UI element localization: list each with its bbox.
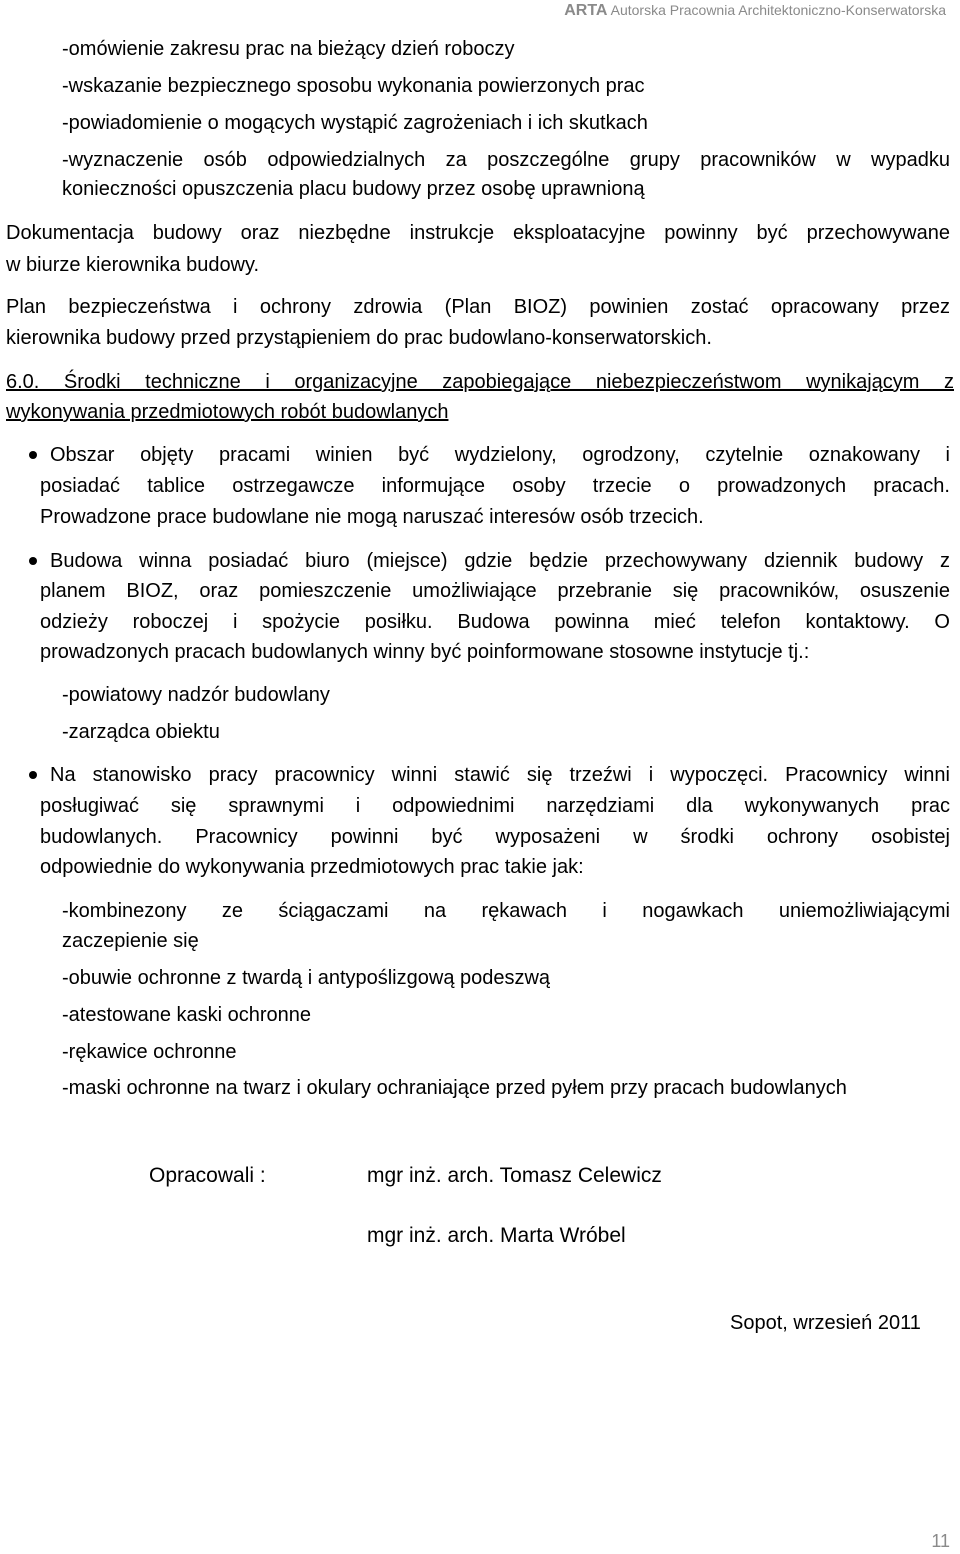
list-item: -obuwie ochronne z twardą i antypoślizgową podeszwą <box>62 967 551 989</box>
list-item: -powiatowy nadzór budowlany <box>62 684 330 706</box>
header-subtitle: Autorska Pracownia Architektoniczno-Konserwatorska <box>610 2 946 18</box>
bullet1-line3: Prowadzone prace budowlane nie mogą naruszać interesów osób trzecich. <box>40 506 704 528</box>
list-item-continuation: konieczności opuszczenia placu budowy przez osobę uprawnioną <box>62 178 645 200</box>
paragraph-bioz-line2: kierownika budowy przed przystąpieniem do prac budowlano-konserwatorskich. <box>6 327 712 349</box>
list-item: -powiadomienie o mogących wystąpić zagrożeniach i ich skutkach <box>62 112 648 134</box>
list-item: -wyznaczenie osób odpowiedzialnych za poszczególne grupy pracowników w wypadku <box>62 149 950 171</box>
bullet-dot <box>29 557 37 565</box>
list-item-continuation: zaczepienie się <box>62 930 199 952</box>
section-heading-line1: 6.0. Środki techniczne i organizacyjne zapobiegające niebezpieczeństwom wynikającym z <box>6 371 954 393</box>
bullet3-line4: odpowiednie do wykonywania przedmiotowych prac takie jak: <box>40 856 584 878</box>
list-item: -omówienie zakresu prac na bieżący dzień roboczy <box>62 38 515 60</box>
section-heading-line2: wykonywania przedmiotowych robót budowlanych <box>6 401 449 423</box>
bullet3-line2: posługiwać się sprawnymi i odpowiednimi narzędziami dla wykonywanych prac <box>40 795 950 817</box>
bullet1-line2: posiadać tablice ostrzegawcze informujące osoby trzecie o prowadzonych pracach. <box>40 475 950 497</box>
list-item: -wskazanie bezpiecznego sposobu wykonania powierzonych prac <box>62 75 645 97</box>
bullet2-line4: prowadzonych pracach budowlanych winny być poinformowane stosowne instytucje tj.: <box>40 641 810 663</box>
signature-label: Opracowali : <box>149 1164 266 1187</box>
bullet2-line2: planem BIOZ, oraz pomieszczenie umożliwiające przebranie się pracowników, osuszenie <box>40 580 950 602</box>
bullet2-line1: Budowa winna posiadać biuro (miejsce) gdzie będzie przechowywany dziennik budowy z <box>50 550 950 572</box>
paragraph-documentation-line2: w biurze kierownika budowy. <box>6 254 260 276</box>
bullet2-line3: odzieży roboczej i spożycie posiłku. Budowa powinna mieć telefon kontaktowy. O <box>40 611 950 633</box>
signature-author: mgr inż. arch. Tomasz Celewicz <box>367 1164 662 1187</box>
bullet1-line1: Obszar objęty pracami winien być wydzielony, ogrodzony, czytelnie oznakowany i <box>50 444 950 466</box>
list-item: -atestowane kaski ochronne <box>62 1004 312 1026</box>
header-brand: ARTA <box>564 2 608 19</box>
list-item: -zarządca obiektu <box>62 721 220 743</box>
list-item: -maski ochronne na twarz i okulary ochraniające przed pyłem przy pracach budowlanych <box>62 1077 847 1099</box>
page-number: 11 <box>931 1531 950 1551</box>
paragraph-documentation-line1: Dokumentacja budowy oraz niezbędne instrukcje eksploatacyjne powinny być przechowywane <box>6 222 950 244</box>
bullet3-line1: Na stanowisko pracy pracownicy winni stawić się trzeźwi i wypoczęci. Pracownicy winni <box>50 764 950 786</box>
page-header <box>564 2 946 20</box>
bullet-dot <box>29 771 37 779</box>
bullet3-line3: budowlanych. Pracownicy powinni być wyposażeni w środki ochrony osobistej <box>40 826 950 848</box>
list-item: -rękawice ochronne <box>62 1041 237 1063</box>
bullet-dot <box>29 451 37 459</box>
paragraph-bioz-line1: Plan bezpieczeństwa i ochrony zdrowia (Plan BIOZ) powinien zostać opracowany przez <box>6 296 950 318</box>
signature-author: mgr inż. arch. Marta Wróbel <box>367 1224 626 1247</box>
list-item: -kombinezony ze ściągaczami na rękawach i nogawkach uniemożliwiającymi <box>62 900 950 922</box>
place-date: Sopot, wrzesień 2011 <box>730 1312 921 1334</box>
